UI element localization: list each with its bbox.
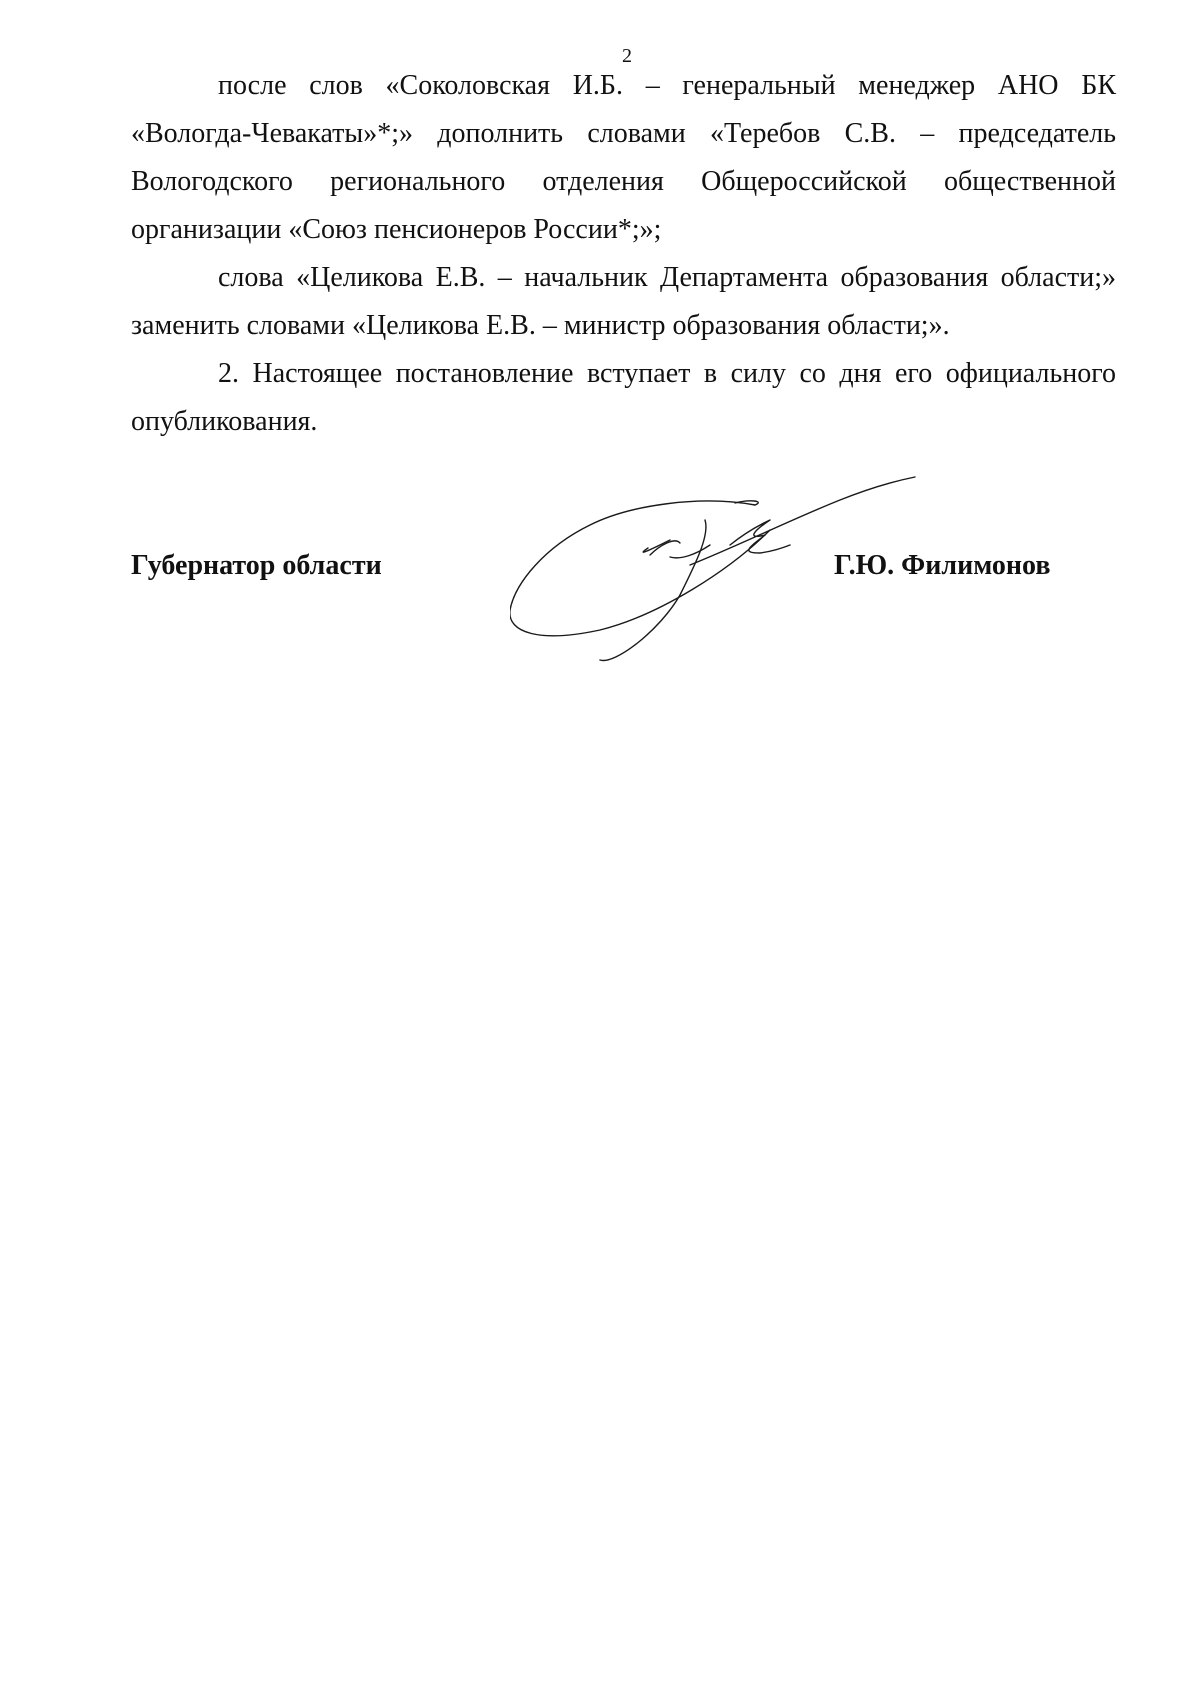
signatory-position: Губернатор области: [131, 550, 382, 581]
paragraph-amendment-addition: после слов «Соколовская И.Б. – генеральный менеджер АНО БК «Вологда-Чевакаты»*;» дополнить словами «Теребов С.В. – председатель Вологодского регионального отделения Общероссийской общественной организации «Союз пенсионеров России*;»;: [131, 70, 1116, 245]
page-number: 2: [622, 45, 632, 67]
signatory-name: Г.Ю. Филимонов: [834, 550, 1051, 581]
document-body: [131, 62, 1116, 446]
paragraph-amendment-replacement: слова «Целикова Е.В. – начальник Департамента образования области;» заменить словами «Целикова Е.В. – министр образования области;».: [131, 262, 1116, 341]
paragraph-effective-date: 2. Настоящее постановление вступает в силу со дня его официального опубликования.: [131, 358, 1116, 437]
